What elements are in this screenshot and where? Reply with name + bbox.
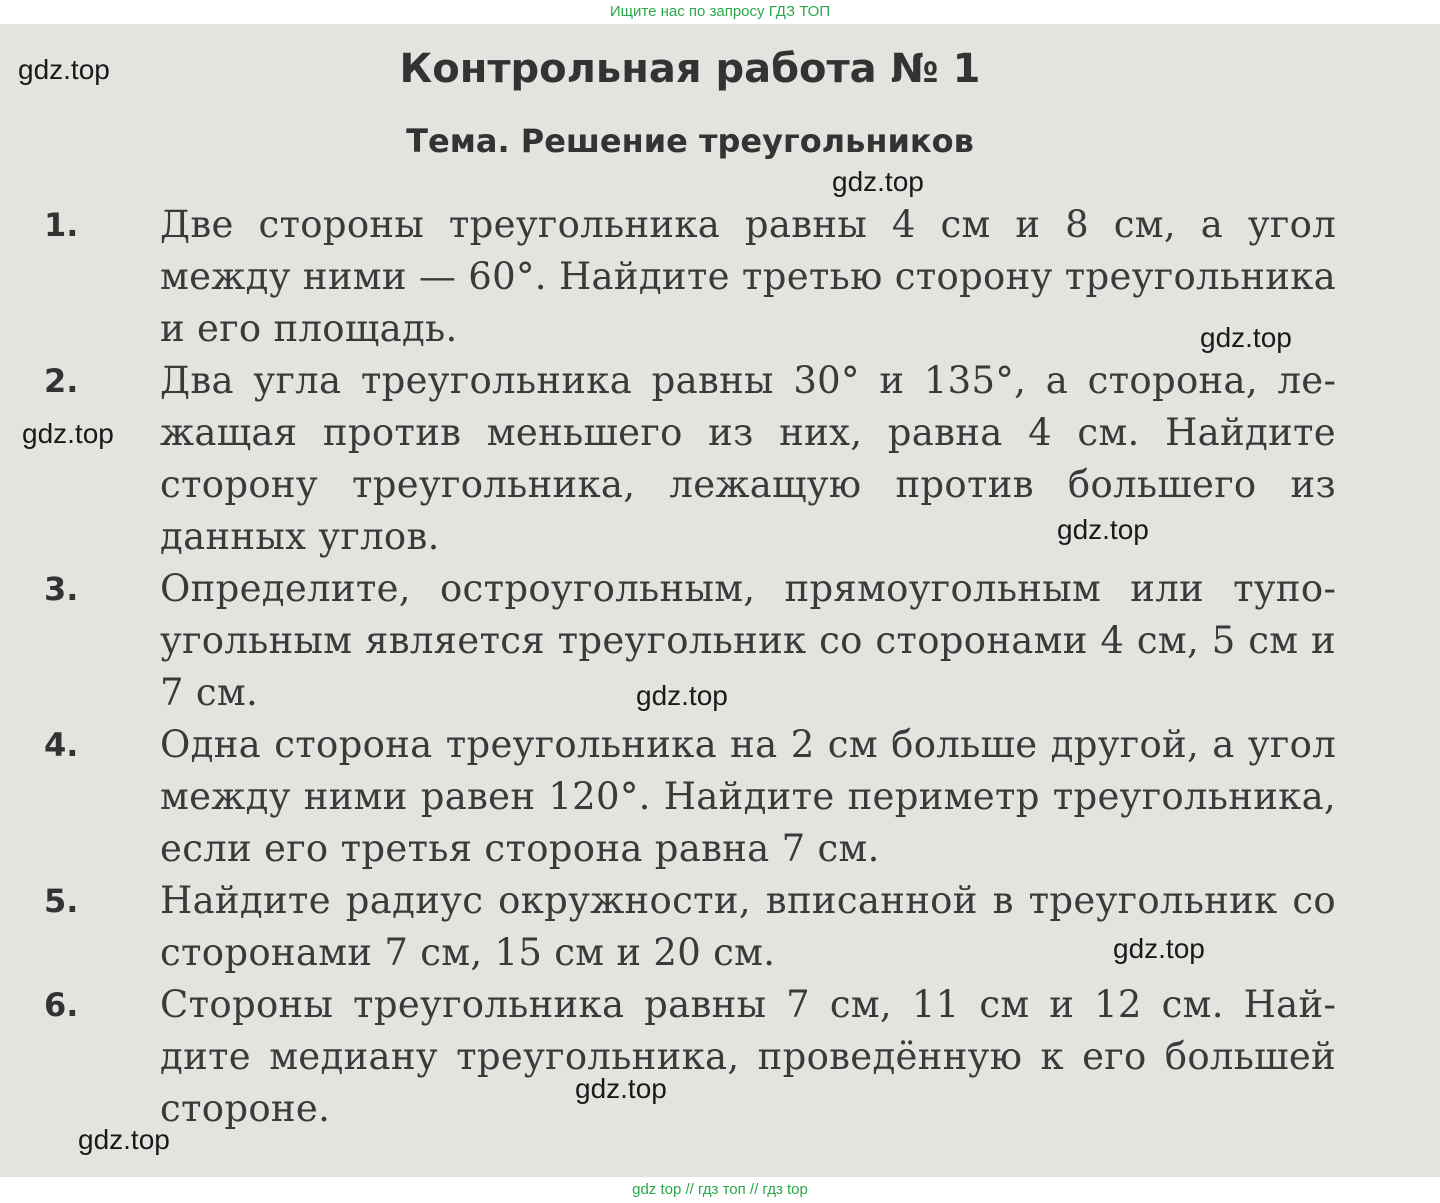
task-number: 5. [44, 882, 79, 920]
task-number: 2. [44, 362, 79, 400]
task-text: Два угла треугольника равны 30° и 135°, а сторона, лежащая против меньшего из них, равна 4 см. Найдите сторону треугольника, лежащую против большего из данных углов. [160, 359, 1336, 558]
watermark: gdz.top [78, 1124, 170, 1155]
watermark: gdz.top [832, 166, 924, 197]
task-text: Одна сторона треугольника на 2 см больше другой, а угол между ними равен 120°. Найдите периметр треугольника, если его третья сторона равна 7 см. [160, 723, 1336, 870]
task-text: Стороны треугольника равны 7 см, 11 см и 12 см. Найдите медиану треугольника, проведённую к его большей стороне. [160, 983, 1336, 1130]
task-number: 3. [44, 570, 79, 608]
watermark: gdz.top [1113, 933, 1205, 964]
task-text: Две стороны треугольника равны 4 см и 8 см, а угол между ними — 60°. Найдите третью сторону треугольника и его площадь. [160, 203, 1336, 350]
watermark: gdz.top [1200, 322, 1292, 353]
task-text: Найдите радиус окружности, вписанной в треугольник со сторонами 7 см, 15 см и 20 см. [160, 879, 1336, 974]
task-number: 6. [44, 986, 79, 1024]
task-text: Определите, остроугольным, прямоугольным или тупоугольным является треугольник со сторонами 4 см, 5 см и 7 см. [160, 567, 1336, 714]
search-banner[interactable]: Ищите нас по запросу ГДЗ ТОП [609, 3, 831, 20]
footer-banner: gdz top // гдз топ // гдз top [632, 1181, 808, 1198]
page-title: Контрольная работа № 1 [399, 46, 981, 92]
watermark: gdz.top [22, 418, 114, 449]
task-number: 1. [44, 206, 79, 244]
scanned-page [0, 24, 1440, 1177]
watermark: gdz.top [1057, 514, 1149, 545]
page-subtitle: Тема. Решение треугольников [406, 122, 974, 160]
task-number: 4. [44, 726, 79, 764]
watermark: gdz.top [575, 1073, 667, 1104]
watermark: gdz.top [636, 680, 728, 711]
watermark: gdz.top [18, 54, 110, 85]
